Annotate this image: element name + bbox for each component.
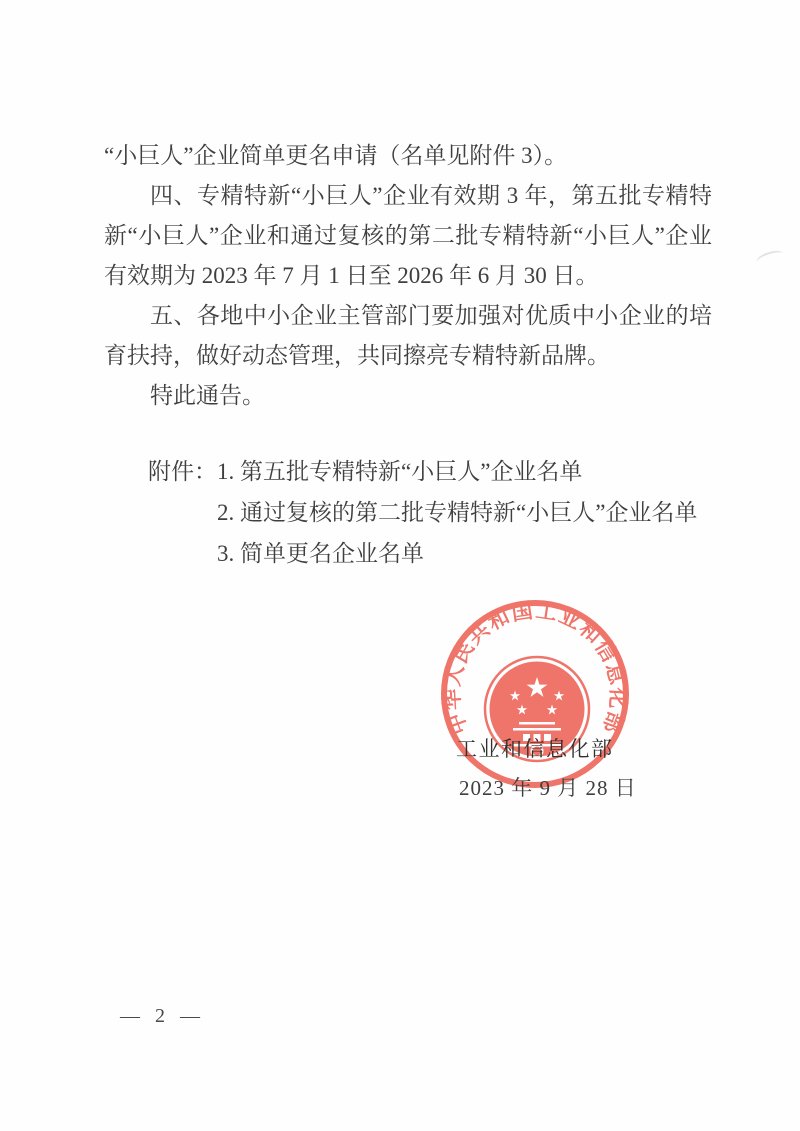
scan-artifact [755,248,785,268]
paragraph-closing: 特此通告。 [150,383,265,408]
attachments-list [217,451,697,574]
paragraph-item-4: 四、专精特新“小巨人”企业有效期 3 年，第五批专精特新“小巨人”企业和通过复核的第二批专精特新“小巨人”企业有效期为 2023 年 7 月 1 日至 2026 年 6 月 30 日。 [104,183,712,288]
paragraph-continuation: “小巨人”企业简单更名申请（名单见附件 3）。 [104,143,568,168]
seal-ring-text: 中华人民共和国工业和信息化部 [440,599,630,738]
attachment-item-2: 2. 通过复核的第二批专精特新“小巨人”企业名单 [217,500,698,525]
attachments-block [148,451,697,574]
attachment-item-1: 1. 第五批专精特新“小巨人”企业名单 [217,459,583,484]
paragraph-item-5: 五、各地中小企业主管部门要加强对优质中小企业的培育扶持，做好动态管理，共同擦亮专精特新品牌。 [104,303,712,368]
page-number: — 2 — [120,1005,200,1027]
official-seal [433,592,637,796]
signature-date: 2023 年 9 月 28 日 [459,776,637,800]
attachments-label: 附件： [148,459,217,484]
signature-agency: 工业和信息化部 [456,737,614,761]
document-body [104,136,712,416]
attachment-item-3: 3. 简单更名企业名单 [217,541,424,566]
